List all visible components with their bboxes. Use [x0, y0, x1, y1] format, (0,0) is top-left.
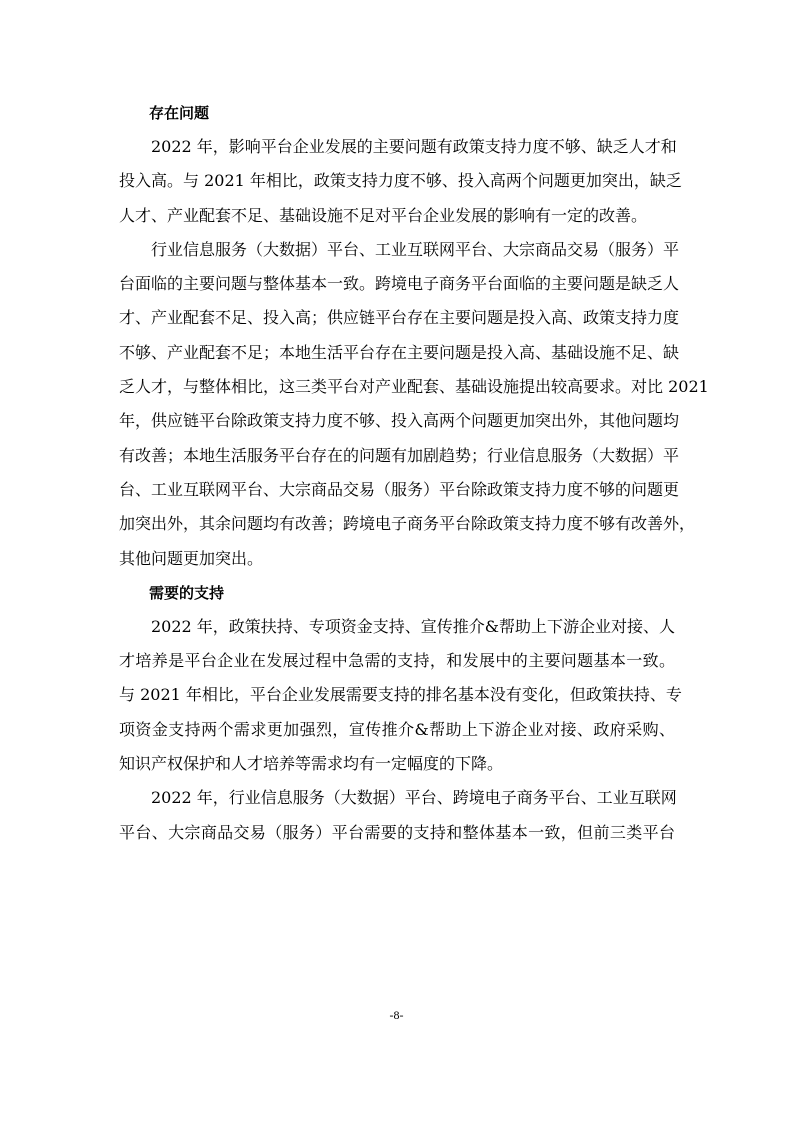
paragraph-line: 有改善；本地生活服务平台存在的问题有加剧趋势；行业信息服务（大数据）平	[119, 445, 680, 465]
paragraph-line: 台面临的主要问题与整体基本一致。跨境电子商务平台面临的主要问题是缺乏人	[119, 274, 680, 294]
paragraph-line: 2022 年，政策扶持、专项资金支持、宣传推介&帮助上下游企业对接、人	[151, 616, 676, 636]
paragraph-line: 2022 年，影响平台企业发展的主要问题有政策支持力度不够、缺乏人才和	[151, 137, 677, 156]
paragraph-line: 知识产权保护和人才培养等需求均有一定幅度的下降。	[119, 754, 504, 774]
section-heading-support-needed: 需要的支持	[149, 583, 225, 602]
page-number: -8-	[389, 1008, 404, 1022]
document-body	[119, 96, 709, 850]
paragraph-line: 才、产业配套不足、投入高；供应链平台存在主要问题是投入高、政策支持力度	[119, 308, 680, 328]
paragraph-line: 投入高。与 2021 年相比，政策支持力度不够、投入高两个问题更加突出，缺乏	[119, 171, 682, 191]
paragraph-line: 与 2021 年相比，平台企业发展需要支持的排名基本没有变化，但政策扶持、专	[119, 685, 682, 705]
paragraph-line: 项资金支持两个需求更加强烈，宣传推介&帮助上下游企业对接、政府采购、	[119, 719, 675, 739]
paragraph-line: 平台、大宗商品交易（服务）平台需要的支持和整体基本一致，但前三类平台	[119, 822, 675, 842]
paragraph-line: 才培养是平台企业在发展过程中急需的支持，和发展中的主要问题基本一致。	[119, 651, 675, 671]
section-heading-problems: 存在问题	[149, 104, 210, 122]
paragraph	[119, 610, 682, 781]
paragraph-line: 行业信息服务（大数据）平台、工业互联网平台、大宗商品交易（服务）平	[151, 239, 680, 259]
paragraph-line: 加突出外，其余问题均有改善；跨境电子商务平台除政策支持力度不够有改善外，	[119, 514, 696, 534]
paragraph-line: 2022 年，行业信息服务（大数据）平台、跨境电子商务平台、工业互联网	[151, 788, 677, 808]
paragraph-line: 年，供应链平台除政策支持力度不够、投入高两个问题更加突出外，其他问题均	[119, 411, 680, 431]
paragraph-line: 不够、产业配套不足；本地生活平台存在主要问题是投入高、基础设施不足、缺	[119, 342, 680, 362]
paragraph	[119, 233, 709, 576]
paragraph-line: 乏人才，与整体相比，这三类平台对产业配套、基础设施提出较高要求。对比 2021	[119, 377, 709, 397]
paragraph-line: 其他问题更加突出。	[119, 548, 264, 568]
paragraph	[119, 130, 682, 233]
paragraph-line: 人才、产业配套不足、基础设施不足对平台企业发展的影响有一定的改善。	[119, 205, 648, 225]
paragraph	[119, 781, 675, 850]
paragraph-line: 台、工业互联网平台、大宗商品交易（服务）平台除政策支持力度不够的问题更	[119, 479, 680, 499]
